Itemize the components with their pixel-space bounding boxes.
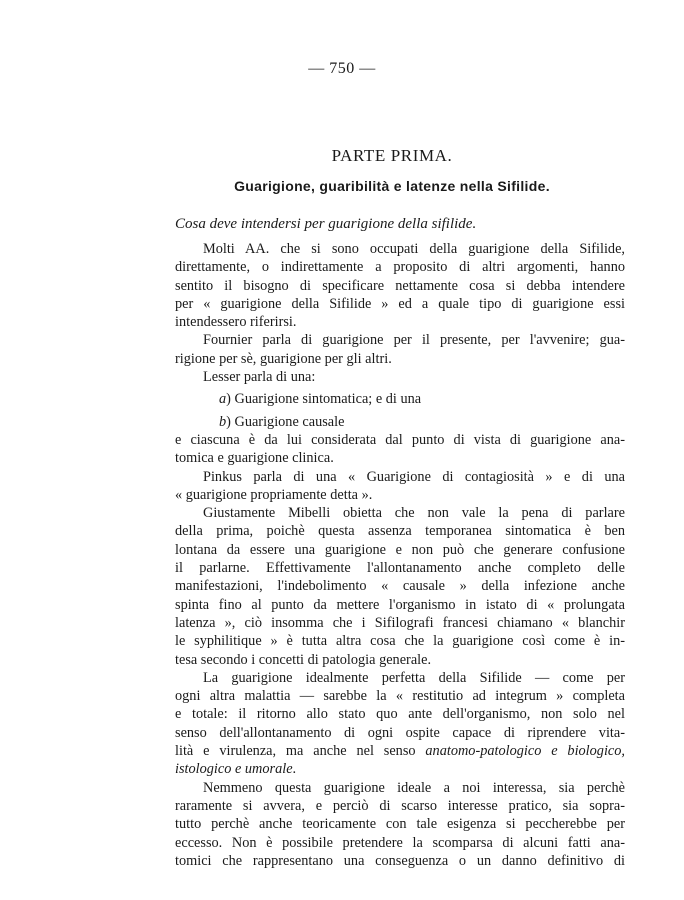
text-line: La guarigione idealmente perfetta della Sifilide — come per [203,669,625,686]
chapter-subtitle: Guarigione, guaribilità e latenze nella Sifilide. [234,178,550,194]
text-line: manifestazioni, l'indebolimento « causale » della infezione anche [175,578,625,595]
text-run: . [292,761,297,778]
text-line: « guarigione propriamente detta ». [175,486,373,503]
text-line: e ciascuna è da lui considerata dal punto di vista di guarigione ana- [175,431,625,448]
text-line: Nemmeno questa guarigione ideale a noi interessa, sia perchè [203,779,625,796]
text-line: lontana da essere una guarigione e non può che generare confusione [175,541,625,558]
text-line: Fournier parla di guarigione per il presente, per l'avvenire; gua- [203,332,625,349]
text-line: per « guarigione della Sifilide » ed a quale tipo di guarigione essi [175,295,625,312]
list-marker: a [219,391,227,408]
page-number: — 750 — [308,60,376,77]
text-line [175,742,625,760]
text-run-italic: anatomo-patologico e biologico, [425,743,625,760]
text-line: ogni altra malattia — sarebbe la « restitutio ad integrum » completa [175,688,625,705]
text-line: e totale: il ritorno allo stato quo ante dell'organismo, non solo nel [175,706,625,723]
text-line: rigione per sè, guarigione per gli altri. [175,350,392,367]
list-item-a [175,390,625,408]
section-heading: Cosa deve intendersi per guarigione della sifilide. [175,216,477,232]
text-line: Pinkus parla di una « Guarigione di contagiosità » e di una [203,468,625,485]
body-text [175,240,625,870]
list-item-b [175,413,625,431]
text-line: Molti AA. che si sono occupati della guarigione della Sifilide, [203,241,625,257]
text-line: senso dell'allontanamento di ogni ospite capace di riprendere vita- [175,724,625,741]
text-line: eccesso. Non è possibile pretendere la scomparsa di alcuni fatti ana- [175,834,625,851]
text-line: direttamente, o indirettamente a proposito di altri argomenti, hanno [175,259,625,276]
text-line: intendessero riferirsi. [175,314,297,331]
text-line: il parlarne. Effettivamente l'allontanamento anche completo delle [175,560,625,577]
list-marker: b [219,413,227,430]
list-item-text: ) Guarigione causale [226,413,345,430]
text-line: tutto perchè anche teoricamente con tale esigenza si peccherebbe per [175,816,625,833]
text-line: tomici che rappresentano una conseguenza o un danno definitivo di [175,852,625,869]
text-line: spinta fino al punto da mettere l'organismo in istato di « prolungata [175,596,625,613]
list-item-text: ) Guarigione sintomatica; e di una [226,391,422,408]
text-line: tomica e guarigione clinica. [175,450,334,467]
text-line: Giustamente Mibelli obietta che non vale la pena di parlare [203,505,625,522]
text-line: latenza », ciò insomma che i Sifilografi francesi chiamano « blanchir [175,614,625,631]
text-line: sentito il bisogno di specificare nettamente cosa si debba intendere [175,277,625,294]
part-title: PARTE PRIMA. [331,146,453,165]
text-line: tesa secondo i concetti di patologia generale. [175,651,432,668]
text-run: lità e virulenza, ma anche nel senso [175,743,426,760]
text-line: Lesser parla di una: [203,369,316,386]
text-line: della prima, poichè questa assenza temporanea sintomatica è ben [175,523,625,540]
text-line [175,760,625,778]
text-line: raramente si avvera, e perciò di scarso interesse pratico, sia sopra- [175,797,625,814]
text-line: le syphilitique » è tutta altra cosa che la guarigione così come è in- [175,633,625,650]
text-run-italic: istologico e umorale [175,761,293,778]
